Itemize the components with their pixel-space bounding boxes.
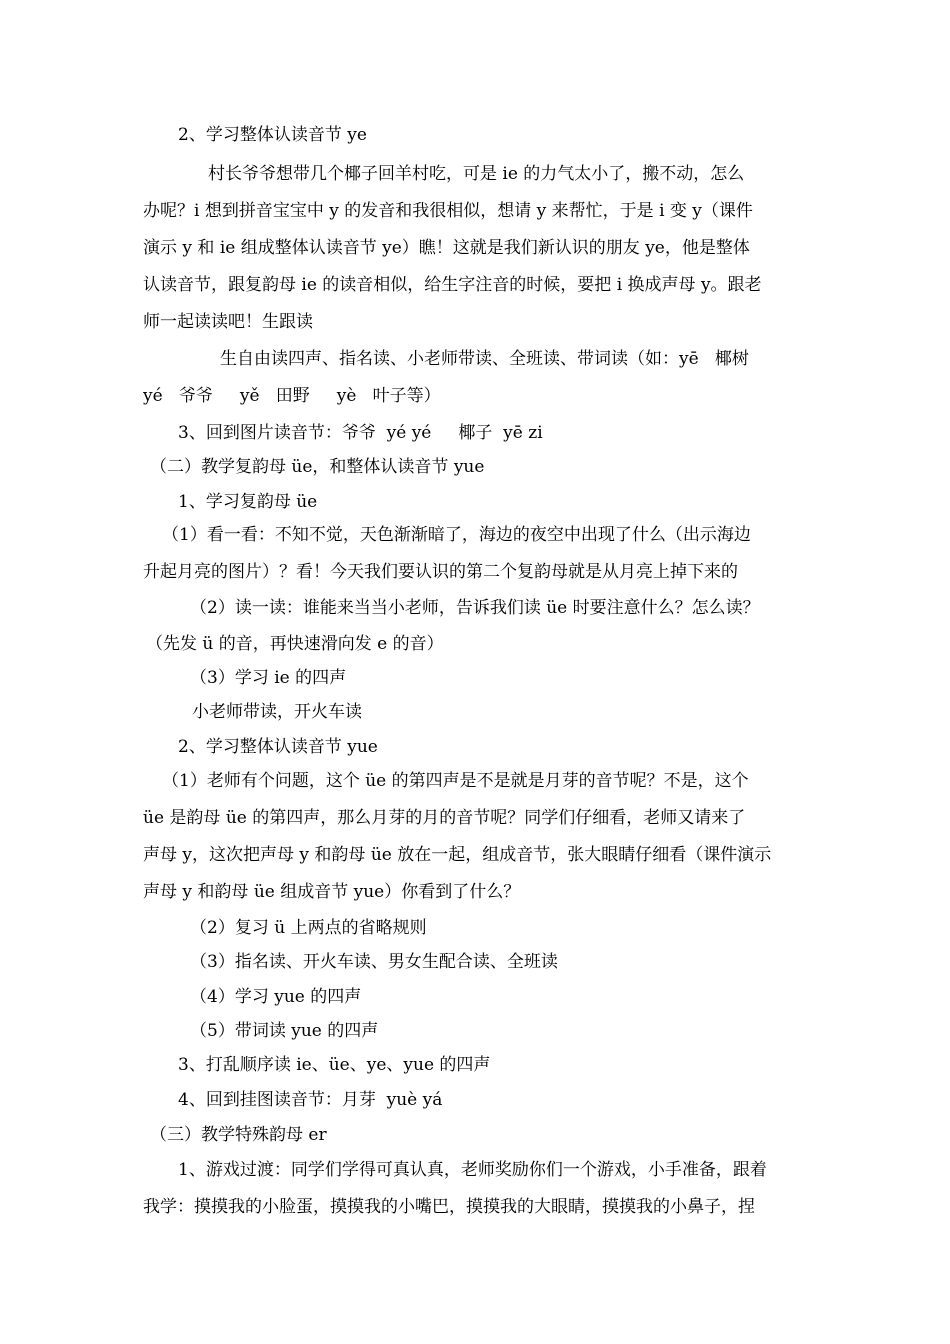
paragraph-line: 声母 y，这次把声母 y 和韵母 üe 放在一起，组成音节，张大眼睛仔细看（课件演示	[143, 845, 772, 865]
paragraph-line: 演示 y 和 ie 组成整体认读音节 ye）瞧！这就是我们新认识的朋友 ye，他是整体	[143, 238, 750, 258]
paragraph-line: 认读音节，跟复韵母 ie 的读音相似，给生字注音的时候，要把 i 换成声母 y。跟老	[143, 275, 762, 295]
paragraph-line: 小老师带读，开火车读	[192, 702, 362, 722]
section-heading-ue-yue: （二）教学复韵母 üe，和整体认读音节 yue	[150, 457, 485, 477]
paragraph-line: （1）看一看：不知不觉，天色渐渐暗了，海边的夜空中出现了什么（出示海边	[162, 525, 751, 545]
paragraph-line: yé 爷爷 yě 田野 yè 叶子等）	[143, 386, 441, 406]
paragraph-line: 师一起读读吧！生跟读	[143, 312, 313, 332]
list-item: （4）学习 yue 的四声	[190, 987, 362, 1007]
paragraph-line: （先发 ü 的音，再快速滑向发 e 的音）	[146, 634, 444, 654]
paragraph-line: 我学：摸摸我的小脸蛋，摸摸我的小嘴巴，摸摸我的大眼睛，摸摸我的小鼻子，捏	[143, 1197, 755, 1217]
list-item: 3、回到图片读音节：爷爷 yé yé 椰子 yē zi	[178, 423, 543, 443]
list-item: 4、回到挂图读音节：月芽 yuè yá	[178, 1090, 443, 1110]
paragraph-line: （2）读一读：谁能来当当小老师，告诉我们读 üe 时要注意什么？怎么读？	[190, 598, 760, 618]
paragraph-line: 办呢？i 想到拼音宝宝中 y 的发音和我很相似，想请 y 来帮忙，于是 i 变 y（课件	[143, 201, 753, 221]
paragraph-line: 声母 y 和韵母 üe 组成音节 yue）你看到了什么？	[143, 882, 521, 902]
paragraph-line: 村长爷爷想带几个椰子回羊村吃，可是 ie 的力气太小了，搬不动，怎么	[208, 164, 745, 184]
list-item: （3）指名读、开火车读、男女生配合读、全班读	[190, 952, 558, 972]
paragraph-line: 生自由读四声、指名读、小老师带读、全班读、带词读（如：yē 椰树	[220, 349, 749, 369]
list-item: 2、学习整体认读音节 yue	[178, 737, 378, 757]
list-item: （5）带词读 yue 的四声	[190, 1021, 379, 1041]
list-item: 1、学习复韵母 üe	[178, 492, 318, 512]
list-item: （2）复习 ü 上两点的省略规则	[190, 918, 427, 938]
list-item: 3、打乱顺序读 ie、üe、ye、yue 的四声	[178, 1055, 491, 1075]
list-item: （3）学习 ie 的四声	[190, 668, 347, 688]
paragraph-line: üe 是韵母 üe 的第四声，那么月芽的月的音节呢？同学们仔细看，老师又请来了	[143, 808, 746, 828]
paragraph-line: （1）老师有个问题，这个 üe 的第四声是不是就是月芽的音节呢？不是，这个	[162, 771, 749, 791]
paragraph-line: 升起月亮的图片）？看！今天我们要认识的第二个复韵母就是从月亮上掉下来的	[143, 562, 738, 582]
section-heading-learn-ye: 2、学习整体认读音节 ye	[178, 125, 367, 145]
section-heading-er: （三）教学特殊韵母 er	[150, 1125, 327, 1145]
paragraph-line: 1、游戏过渡：同学们学得可真认真，老师奖励你们一个游戏，小手准备，跟着	[178, 1160, 767, 1180]
